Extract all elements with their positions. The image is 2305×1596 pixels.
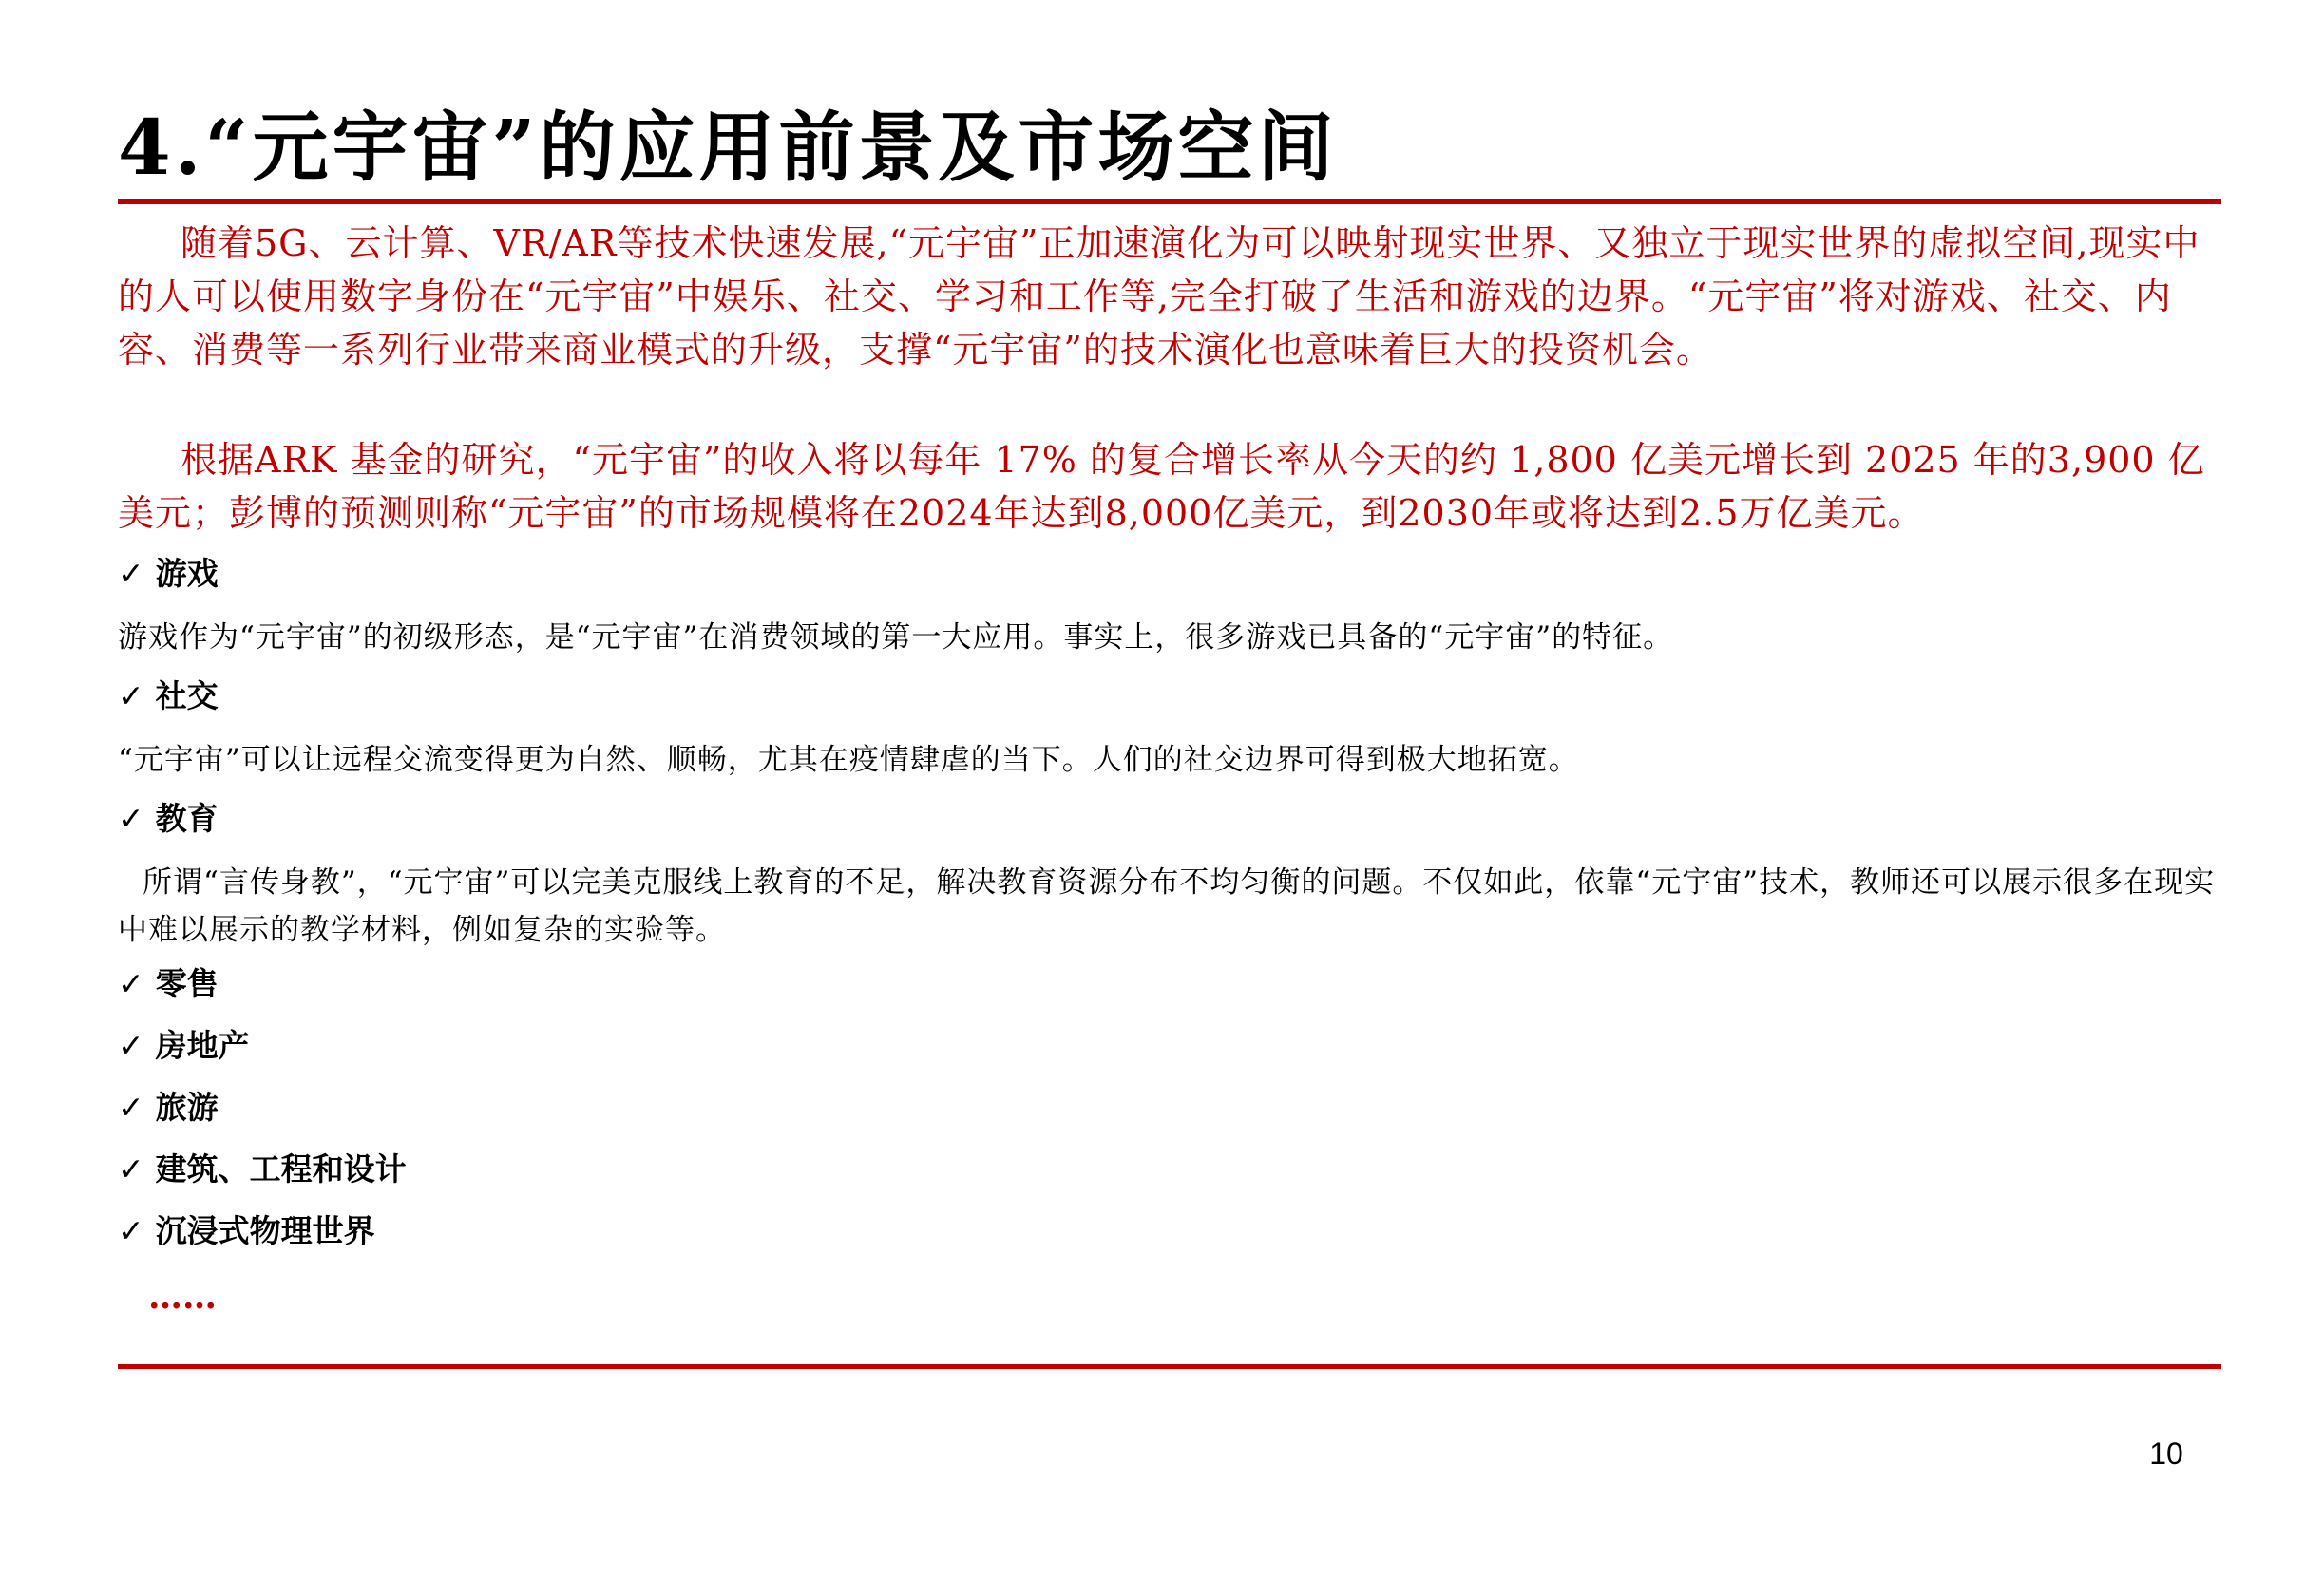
- application-heading-label: 建筑、工程和设计: [155, 1150, 407, 1188]
- application-heading-label: 零售: [155, 965, 219, 1002]
- application-description-education: 所谓“言传身教”，“元宇宙”可以完美克服线上教育的不足，解决教育资源分布不均匀衡的问题。不仅如此，依靠“元宇宙”技术，教师还可以展示很多在现实中难以展示的教学材料，例如复杂的实验等。: [118, 865, 2216, 947]
- application-description-games: 游戏作为“元宇宙”的初级形态，是“元宇宙”在消费领域的第一大应用。事实上，很多游戏已具备的“元宇宙”的特征。: [118, 620, 1674, 655]
- bottom-divider: [118, 1364, 2221, 1369]
- application-heading-social: [118, 675, 219, 717]
- intro-paragraph-2: 根据ARK 基金的研究，“元宇宙”的收入将以每年 17% 的复合增长率从今天的约 1,800 亿美元增长到 2025 年的3,900 亿美元；彭博的预测则称“元宇宙”的市场规模将在2024年达到8,000亿美元，到2030年或将达到2.5万亿美元。: [118, 439, 2205, 534]
- check-icon: ✓: [118, 1150, 144, 1188]
- check-icon: ✓: [118, 1027, 144, 1064]
- check-icon: ✓: [118, 800, 144, 837]
- intro-paragraph-1: 随着5G、云计算、VR/AR等技术快速发展,“元宇宙”正加速演化为可以映射现实世界、又独立于现实世界的虚拟空间,现实中的人可以使用数字身份在“元宇宙”中娱乐、社交、学习和工作等,完全打破了生活和游戏的边界。“元宇宙”将对游戏、社交、内容、消费等一系列行业带来商业模式的升级，支撑“元宇宙”的技术演化也意味着巨大的投资机会。: [118, 222, 2200, 370]
- application-heading-real-estate: [118, 1025, 250, 1067]
- application-heading-retail: [118, 963, 219, 1005]
- application-heading-games: [118, 553, 219, 595]
- check-icon: ✓: [118, 965, 144, 1002]
- title-divider: [118, 200, 2221, 204]
- application-heading-label: 沉浸式物理世界: [155, 1212, 375, 1249]
- application-heading-architecture: [118, 1149, 407, 1190]
- check-icon: ✓: [118, 555, 144, 592]
- application-description-social: “元宇宙”可以让远程交流变得更为自然、顺畅，尤其在疫情肆虐的当下。人们的社交边界可得到极大地拓宽。: [118, 743, 1579, 777]
- check-icon: ✓: [118, 1089, 144, 1126]
- page-title: 4.“元宇宙”的应用前景及市场空间: [118, 103, 1338, 192]
- application-heading-education: [118, 798, 219, 840]
- application-heading-label: 教育: [155, 800, 219, 837]
- page-number: 10: [2149, 1436, 2183, 1471]
- application-heading-label: 房地产: [155, 1027, 250, 1064]
- application-heading-label: 社交: [155, 677, 219, 714]
- application-heading-travel: [118, 1087, 219, 1129]
- check-icon: ✓: [118, 677, 144, 714]
- application-heading-label: 游戏: [155, 555, 219, 592]
- application-heading-label: 旅游: [155, 1089, 219, 1126]
- ellipsis: ……: [148, 1277, 217, 1317]
- application-heading-immersive-world: [118, 1210, 375, 1252]
- check-icon: ✓: [118, 1212, 144, 1249]
